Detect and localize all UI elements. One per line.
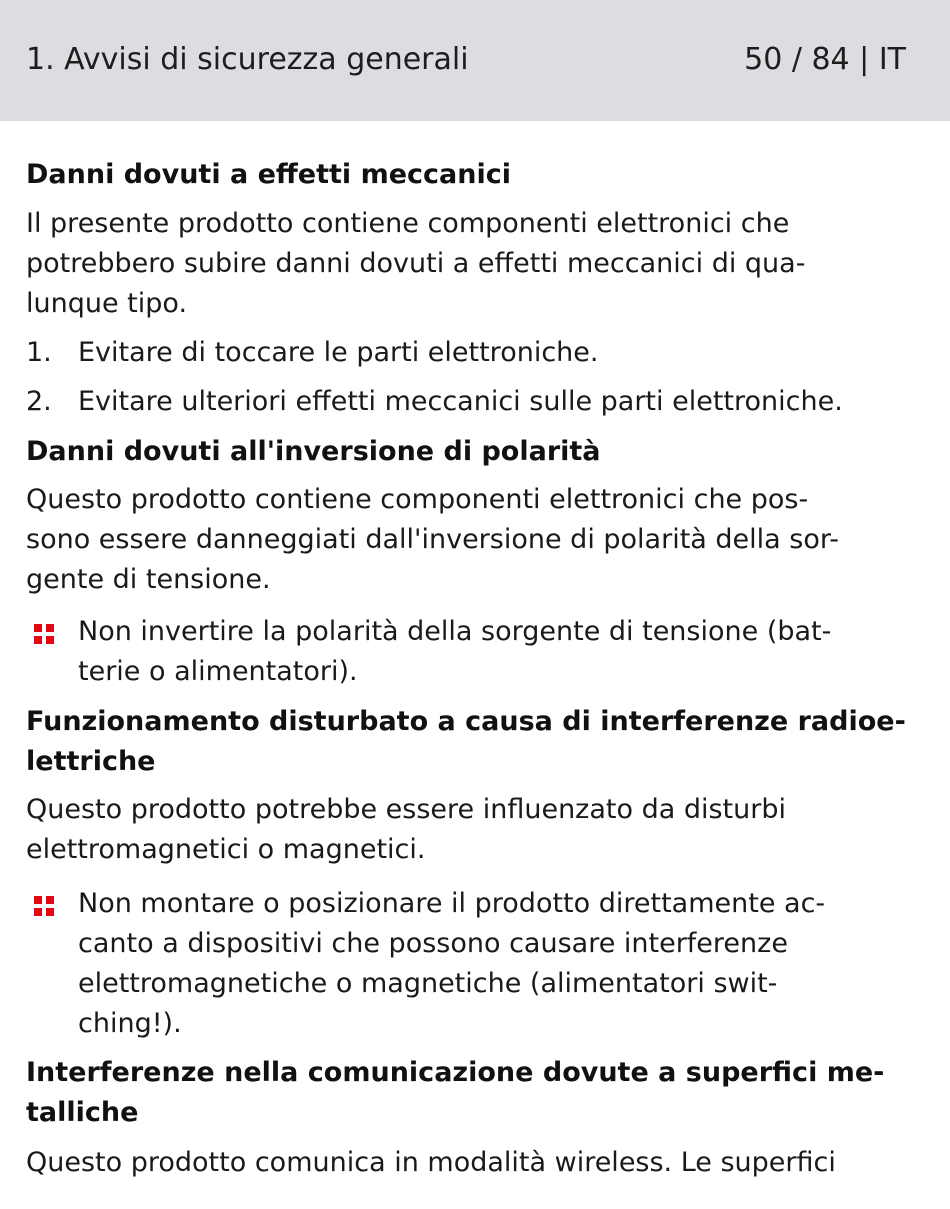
bullet-text: [78, 884, 926, 1044]
paragraph-line: potrebbero subire danni dovuti a effetti meccanici di qua-: [26, 248, 806, 279]
heading-line: talliche: [26, 1097, 139, 1128]
bullet-line: ching!).: [78, 1008, 182, 1039]
page-indicator: 50 / 84 | IT: [744, 42, 906, 77]
bullet-line: elettromagnetiche o magnetiche (alimentatori swit-: [78, 968, 778, 999]
paragraph-line: Questo prodotto comunica in modalità wireless. Le superfici: [26, 1147, 836, 1178]
heading-line: Funzionamento disturbato a causa di interferenze radioe-: [26, 706, 906, 737]
paragraph-line: gente di tensione.: [26, 564, 271, 595]
step-text: Evitare di toccare le parti elettroniche.: [78, 337, 599, 368]
bullet-line: terie o alimentatori).: [78, 656, 358, 687]
section-title: 1. Avvisi di sicurezza generali: [26, 42, 469, 77]
paragraph-line: Questo prodotto contiene componenti elettronici che pos-: [26, 484, 809, 515]
paragraph-line: elettromagnetici o magnetici.: [26, 834, 426, 865]
step-text: Evitare ulteriori effetti meccanici sulle parti elettroniche.: [78, 386, 843, 417]
paragraph-line: sono essere danneggiati dall'inversione di polarità della sor-: [26, 524, 840, 555]
step-number: 2.: [26, 386, 52, 417]
paragraph-mechanical-damage: [26, 204, 926, 324]
heading-polarity-damage: Danni dovuti all'inversione di polarità: [26, 436, 601, 467]
red-squares-bullet-icon: [34, 624, 54, 644]
red-squares-bullet-icon: [34, 896, 54, 916]
heading-metal-interference: [26, 1053, 926, 1133]
bullet-item: [26, 884, 926, 1044]
heading-mechanical-damage: Danni dovuti a effetti meccanici: [26, 159, 511, 190]
heading-line: lettriche: [26, 746, 156, 777]
heading-line: Interferenze nella comunicazione dovute a superfici me-: [26, 1057, 885, 1088]
page-header: [0, 0, 950, 121]
bullet-line: Non invertire la polarità della sorgente di tensione (bat-: [78, 616, 832, 647]
paragraph-line: Questo prodotto potrebbe essere influenzato da disturbi: [26, 794, 786, 825]
heading-radio-interference: [26, 702, 926, 782]
paragraph-line: Il presente prodotto contiene componenti elettronici che: [26, 208, 790, 239]
paragraph-polarity-damage: [26, 480, 926, 600]
bullet-item: [26, 612, 926, 692]
bullet-line: canto a dispositivi che possono causare interferenze: [78, 928, 788, 959]
bullet-line: Non montare o posizionare il prodotto direttamente ac-: [78, 888, 826, 919]
step-number: 1.: [26, 337, 52, 368]
paragraph-line: lunque tipo.: [26, 288, 188, 319]
bullet-text: [78, 612, 926, 692]
paragraph-radio-interference: [26, 790, 926, 870]
paragraph-metal-interference: [26, 1143, 926, 1183]
